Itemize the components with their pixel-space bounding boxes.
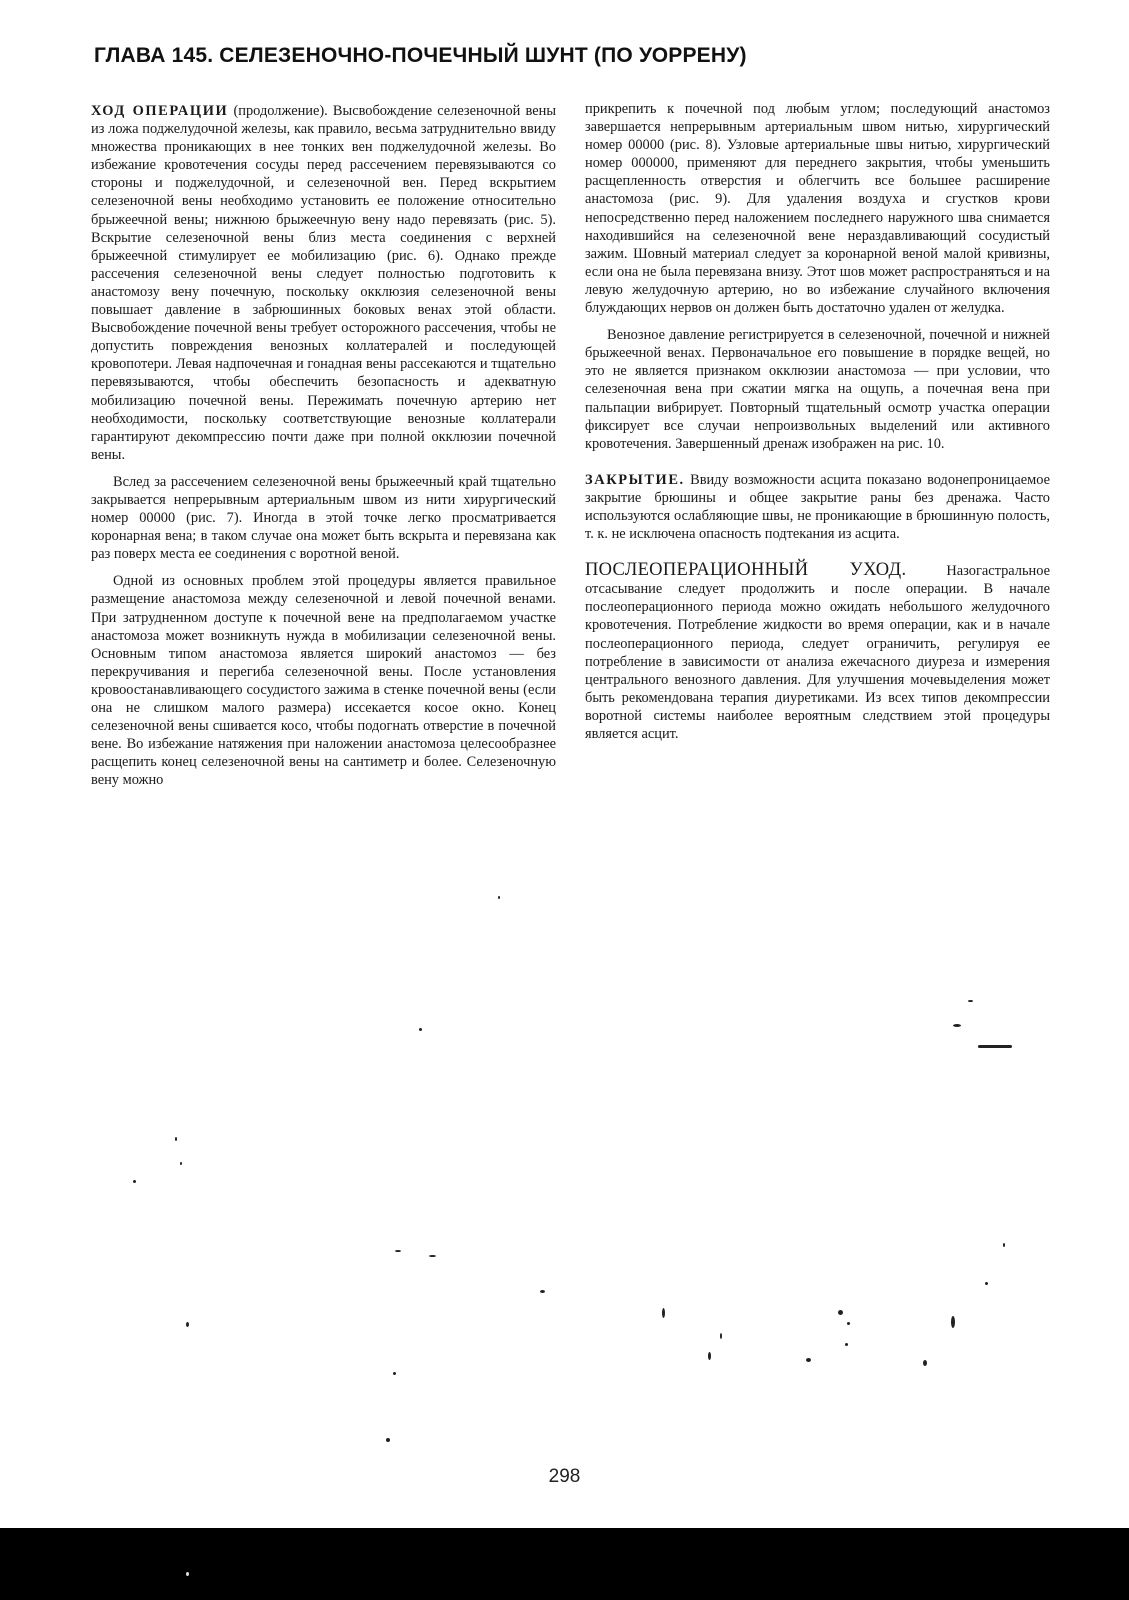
- paragraph-text: Вслед за рассечением селезеночной вены брыжеечный край тщательно закрывается непрерывным артериальным швом из нити хирургический номер 00000 (рис. 7). Иногда в этой точке легко просматривается коронарная вена; в таком случае она может быть вскрыта и перевязана как раз поверх места ее соединения с воротной веной.: [91, 473, 556, 563]
- scan-speck: [175, 1137, 177, 1141]
- scan-speck: [180, 1162, 182, 1165]
- scan-speck: [186, 1322, 189, 1327]
- section-heading-operation: ХОД ОПЕРАЦИИ: [91, 103, 229, 119]
- scan-speck: [720, 1333, 722, 1339]
- scan-speck: [953, 1024, 961, 1027]
- scan-speck: [985, 1282, 988, 1285]
- scan-speck: [395, 1250, 401, 1252]
- scan-speck: [419, 1028, 422, 1031]
- scan-speck: [845, 1343, 848, 1346]
- paragraph-operation-course: [91, 102, 556, 464]
- scan-speck: [429, 1255, 436, 1257]
- section-heading-postop: ПОСЛЕОПЕРАЦИОННЫЙ УХОД.: [585, 560, 907, 581]
- scan-speck: [186, 1572, 189, 1576]
- paragraph-text: (продолжение). Высвобождение селезеночной вены из ложа поджелудочной железы, как правило, весьма затруднительно ввиду множества проникающих в нее тонких вен поджелудочной железы. Во избежание кровотечения сосуды перед рассечением перевязываются со стороны и поджелудочной, и селезеночной вен. Перед вскрытием селезеночной вены необходимо установить ее положение относительно брыжеечной вены; нижнюю брыжеечную вену надо перевязать (рис. 5). Вскрытие селезеночной вены близ места соединения с верхней брыжеечной стимулирует ее мобилизацию (рис. 6). Однако прежде рассечения селезеночной вены следует полностью подготовить к анастомозу вену почечную, поскольку окклюзия селезеночной вены повышает давление в забрюшинных боковых венах этой области. Высвобождение почечной вены требует осторожного рассечения, чтобы не допустить повреждения венозных коллатералей и последующей кровопотери. Левая надпочечная и гонадная вены рассекаются и тщательно перевязываются, чтобы обеспечить безопасность и адекватную мобилизацию почечной вены. Пережимать почечную артерию нет необходимости, поскольку соответствующие венозные коллатерали гарантируют декомпрессию почти даже при полной окклюзии почечной вены.: [91, 103, 556, 463]
- paragraph-text: Венозное давление регистрируется в селезеночной, почечной и нижней брыжеечной венах. Первоначальное его повышение в порядке вещей, но это не является признаком окклюзии анастомоза — при условии, что селезеночная вена при сжатии мягка на ощупь, а почечная вена при пальпации вибрирует. Повторный тщательный осмотр участка операции фиксирует все случаи непроизвольных выделений или активного кровотечения. Завершенный дренаж изображен на рис. 10.: [585, 327, 1050, 452]
- paragraph-text: Назогастральное отсасывание следует продолжить и после операции. В начале послеоперационного периода можно ожидать небольшого желудочного кровотечения. Потребление жидкости во время операции, как и в начале послеоперационного периода, следует ограничить, регулируя ее потребление в зависимости от анализа ежечасного диуреза и измерения центрального венозного давления. Для улучшения мочевыделения может быть рекомендована терапия диуретиками. Из всех типов декомпрессии воротной системы наиболее вероятным следствием этой процедуры является асцит.: [585, 563, 1051, 742]
- paragraph-text: Ввиду возможности асцита показано водонепроницаемое закрытие брюшины и общее закрытие раны без дренажа. Часто используются ослабляющие швы, не проникающие в брюшинную полость, т. к. не исключена опасность подтекания из асцита.: [585, 471, 1050, 543]
- page-number: 298: [548, 1466, 581, 1487]
- right-column: [585, 100, 1050, 752]
- scan-speck: [968, 1000, 973, 1002]
- scan-speck: [951, 1316, 955, 1328]
- scan-speck: [978, 1045, 1012, 1048]
- paragraph-text: Одной из основных проблем этой процедуры является правильное размещение анастомоза между селезеночной и левой почечной венами. При затрудненном доступе к почечной вене на предполагаемом участке анастомоза может возникнуть нужда в мобилизации селезеночной вены. Основным типом анастомоза является широкий анастомоз — без перекручивания и перегиба селезеночной вены. После установления кровоостанавливающего сосудистого зажима в стенке почечной вены (если она не слишком малого размера) иссекается косое окно. Конец селезеночной вены сшивается косо, чтобы подогнать отверстие в почечной вене. Во избежание натяжения при наложении анастомоза целесообразнее расщепить конец селезеночной вены на сантиметр и более. Селезеночную вену можно: [91, 573, 556, 789]
- page-title: ГЛАВА 145. СЕЛЕЗЕНОЧНО-ПОЧЕЧНЫЙ ШУНТ (ПО УОРРЕНУ): [94, 44, 747, 67]
- scan-speck: [1003, 1243, 1005, 1247]
- scan-speck: [662, 1308, 665, 1318]
- left-column: [91, 102, 556, 798]
- scan-speck: [923, 1360, 927, 1366]
- scan-speck: [386, 1438, 390, 1442]
- paragraph-closure: [585, 471, 1050, 543]
- scan-speck: [498, 896, 500, 899]
- scan-speck: [806, 1358, 811, 1362]
- scan-speck: [847, 1322, 850, 1325]
- scan-speck: [838, 1310, 843, 1315]
- scan-speck: [540, 1290, 545, 1293]
- scan-speck: [393, 1372, 396, 1375]
- scan-speck: [133, 1180, 136, 1183]
- section-heading-closure: ЗАКРЫТИЕ.: [585, 471, 685, 488]
- scan-speck: [708, 1352, 711, 1360]
- paragraph-text: прикрепить к почечной под любым углом; последующий анастомоз завершается непрерывным артериальным швом нитью, хирургический номер 00000 (рис. 8). Узловые артериальные швы нитью, хирургический номер 000000, применяют для переднего закрытия, чтобы уменьшить расщепленность отверстия и облегчить все большее расширение анастомоза (рис. 9). Для удаления воздуха и сгустков крови непосредственно перед наложением последнего наружного шва снимается находившийся на селезеночной вене нераздавливающий сосудистый зажим. Шовный материал следует за коронарной веной малой кривизны, если она не была перевязана внизу. Этот шов может распространяться и на левую желудочную артерию, но во избежание случайного включения блуждающих нервов он должен быть достаточно удален от желудка.: [585, 101, 1050, 317]
- scan-border: [0, 1528, 1129, 1600]
- paragraph-postop-care: [585, 561, 1050, 743]
